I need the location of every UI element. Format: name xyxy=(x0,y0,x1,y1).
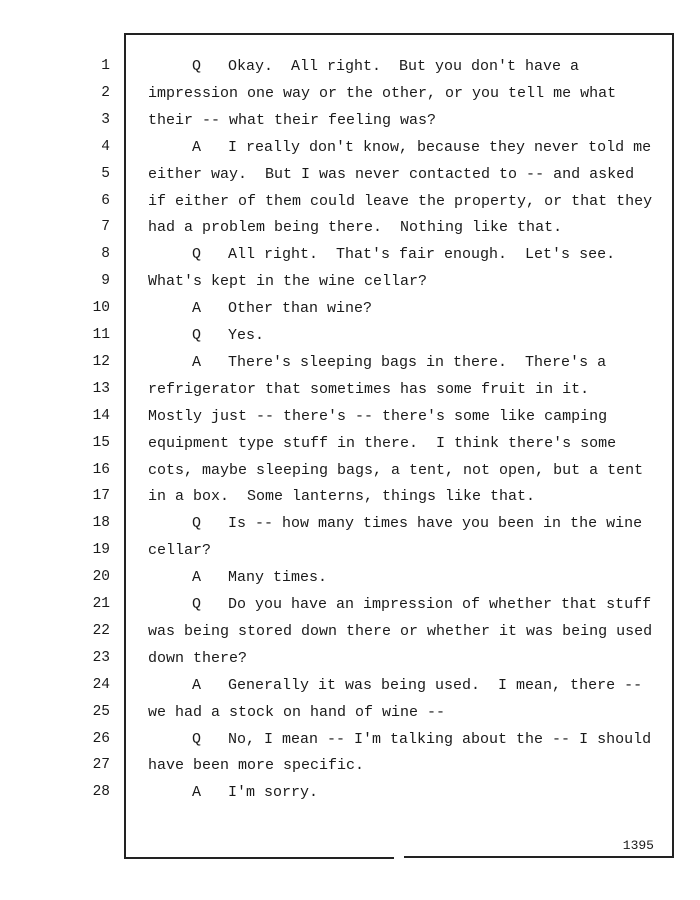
line-text: Q No, I mean -- I'm talking about the -- I should xyxy=(192,730,652,748)
transcript-line xyxy=(0,408,700,435)
transcript-line xyxy=(0,193,700,220)
transcript-line xyxy=(0,381,700,408)
line-text: A I really don't know, because they never told me xyxy=(192,138,652,156)
transcript-line xyxy=(0,112,700,139)
line-text: A Generally it was being used. I mean, there -- xyxy=(192,676,643,694)
line-number: 27 xyxy=(92,757,110,774)
line-number: 14 xyxy=(92,407,110,424)
line-text: Q Do you have an impression of whether that stuff xyxy=(192,596,652,613)
transcript-line xyxy=(0,677,700,704)
line-number: 5 xyxy=(101,165,110,182)
transcript-line xyxy=(0,246,700,273)
transcript-line xyxy=(0,300,700,327)
transcript-line xyxy=(0,462,700,489)
line-number: 15 xyxy=(92,434,110,451)
line-text: their -- what their feeling was? xyxy=(148,111,437,129)
line-number: 12 xyxy=(92,353,110,370)
line-number: 3 xyxy=(101,111,110,128)
line-number: 9 xyxy=(101,273,110,290)
line-text: Q All right. That's fair enough. Let's see. xyxy=(192,246,616,264)
transcript-line xyxy=(0,166,700,193)
line-text: Mostly just -- there's -- there's some like camping xyxy=(148,407,608,425)
line-text: A Many times. xyxy=(192,569,328,587)
line-text: A There's sleeping bags in there. There's a xyxy=(192,353,607,371)
transcript-line xyxy=(0,569,700,596)
transcript-line xyxy=(0,327,700,354)
line-text: cots, maybe sleeping bags, a tent, not open, but a tent xyxy=(148,461,644,479)
transcript-line xyxy=(0,784,700,811)
transcript-line xyxy=(0,219,700,246)
line-number: 13 xyxy=(92,380,110,397)
transcript-line xyxy=(0,623,700,650)
line-text: have been more specific. xyxy=(148,757,365,775)
line-number: 26 xyxy=(92,730,110,747)
line-text: down there? xyxy=(148,649,248,667)
line-number: 8 xyxy=(101,246,110,263)
line-number: 1 xyxy=(101,58,110,74)
page-number: 1395 xyxy=(622,838,654,853)
transcript-line xyxy=(0,542,700,569)
line-text: either way. But I was never contacted to -- and asked xyxy=(148,165,635,183)
frame-bottom-border-right xyxy=(404,856,674,858)
line-number: 21 xyxy=(92,596,110,612)
line-number: 22 xyxy=(92,622,110,639)
line-number: 4 xyxy=(101,138,110,155)
line-text: had a problem being there. Nothing like that. xyxy=(148,219,563,237)
line-number: 7 xyxy=(101,219,110,236)
line-text: we had a stock on hand of wine -- xyxy=(148,703,446,721)
line-number: 20 xyxy=(92,569,110,586)
line-text: if either of them could leave the property, or that they xyxy=(148,192,653,210)
transcript-line xyxy=(0,354,700,381)
line-text: was being stored down there or whether it was being used xyxy=(148,622,653,640)
line-text: A I'm sorry. xyxy=(192,784,319,802)
line-number: 10 xyxy=(92,300,110,317)
line-text: Q Yes. xyxy=(192,327,265,344)
line-number: 18 xyxy=(92,515,110,532)
line-number: 6 xyxy=(101,192,110,209)
transcript-line xyxy=(0,515,700,542)
line-number: 16 xyxy=(92,461,110,478)
line-text: Q Okay. All right. But you don't have a xyxy=(192,58,580,75)
line-text: refrigerator that sometimes has some fruit in it. xyxy=(148,380,590,398)
line-text: equipment type stuff in there. I think there's some xyxy=(148,434,617,452)
line-number: 23 xyxy=(92,649,110,666)
line-text: What's kept in the wine cellar? xyxy=(148,273,428,291)
line-text: in a box. Some lanterns, things like that. xyxy=(148,488,536,506)
line-number: 24 xyxy=(92,676,110,693)
transcript-line xyxy=(0,435,700,462)
transcript-line xyxy=(0,273,700,300)
line-text: cellar? xyxy=(148,542,212,560)
frame-bottom-border-left xyxy=(124,857,394,859)
line-text: impression one way or the other, or you tell me what xyxy=(148,84,617,102)
transcript-line xyxy=(0,58,700,85)
line-text: A Other than wine? xyxy=(192,300,373,318)
transcript-line xyxy=(0,488,700,515)
line-number: 11 xyxy=(92,327,110,343)
transcript-line xyxy=(0,650,700,677)
transcript-line xyxy=(0,704,700,731)
transcript-line xyxy=(0,596,700,623)
line-number: 2 xyxy=(101,84,110,101)
line-number: 25 xyxy=(92,703,110,720)
transcript-line xyxy=(0,731,700,758)
transcript-line xyxy=(0,757,700,784)
frame-top-border xyxy=(124,33,673,35)
line-number: 28 xyxy=(92,784,110,801)
transcript-line xyxy=(0,139,700,166)
line-text: Q Is -- how many times have you been in the wine xyxy=(192,515,643,533)
transcript-line xyxy=(0,85,700,112)
line-number: 17 xyxy=(92,488,110,505)
line-number: 19 xyxy=(92,542,110,559)
